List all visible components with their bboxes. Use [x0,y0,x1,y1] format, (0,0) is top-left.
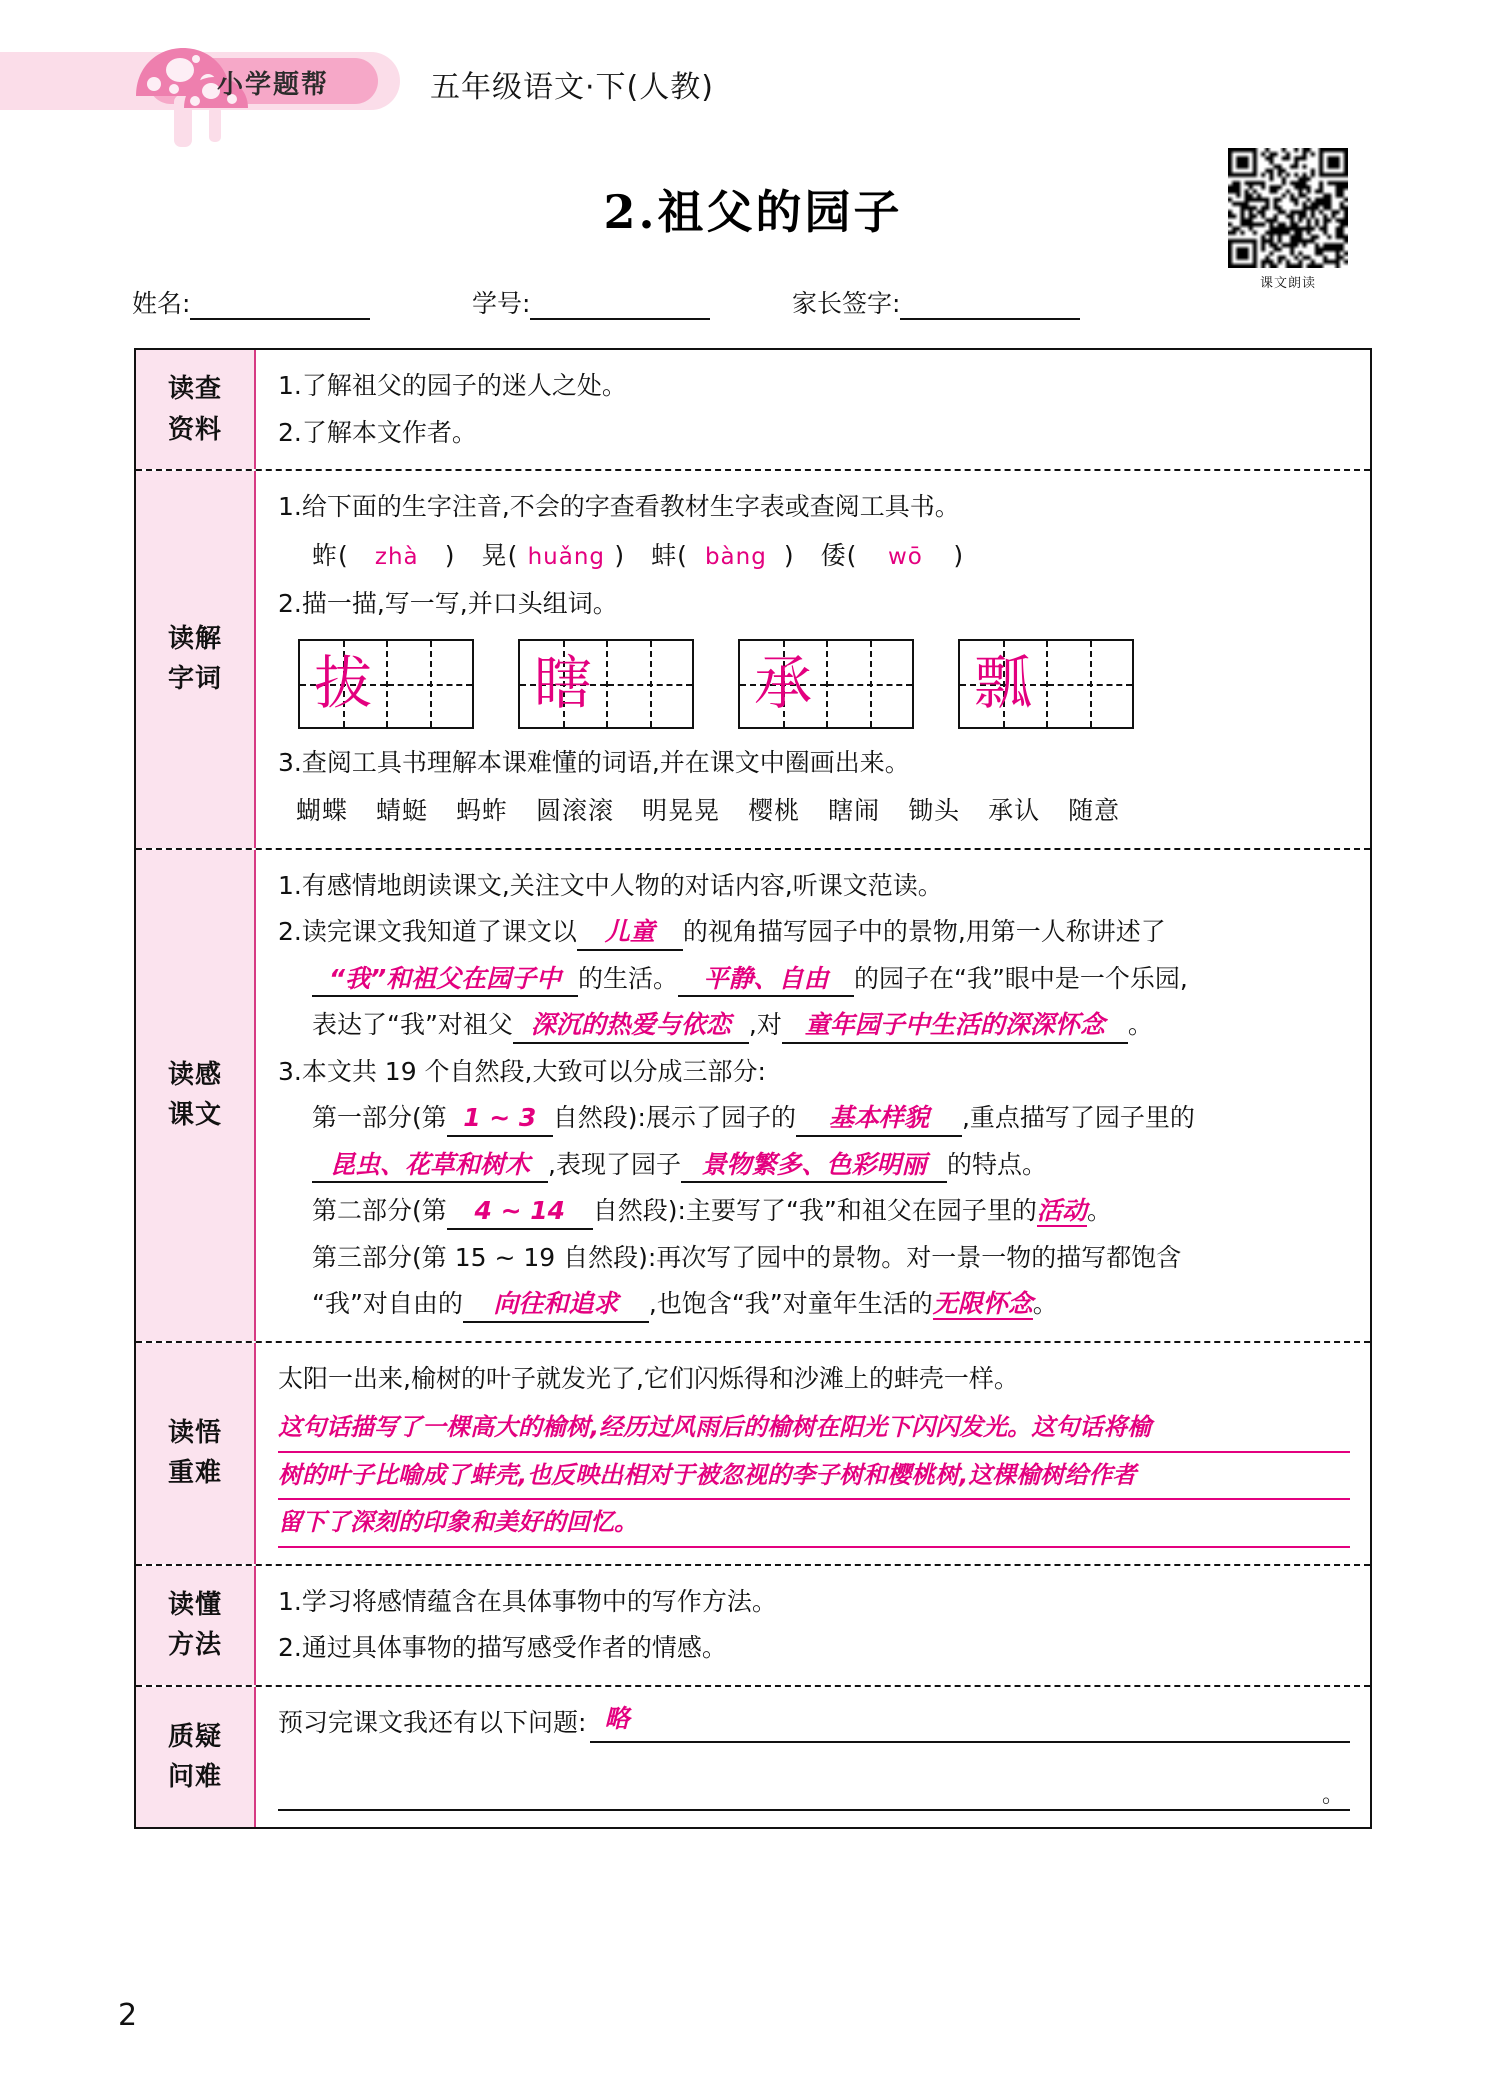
question-prompt-line [278,1703,1350,1744]
tag-line-1: 读感 [167,1059,222,1090]
char-cell-filled [300,641,386,727]
q2-text-e: 表达了“我”对祖父 [312,1010,513,1039]
parent-signature-label: 家长签字: [792,289,901,318]
part1-text-e: 的特点。 [946,1149,1047,1179]
task-item: 2.了解本文作者。 [278,417,477,447]
section-row-questions [136,1687,1370,1828]
question-answer-blank[interactable] [590,1703,1350,1743]
part3-line1 [278,1238,1350,1279]
feel-question-2 [278,912,1350,953]
part3-text-a: 第三部分(第 15 ~ 19 自然段):再次写了园中的景物。对一景一物的描写都饱含 [312,1242,1182,1272]
character-practice-box[interactable] [958,639,1134,729]
part1-text-a: 第一部分(第 [312,1103,447,1132]
vocab-word: 承认 [988,796,1041,825]
section-content-read-vocab [256,471,1370,848]
q2-text-d: 的园子在“我”眼中是一个乐园, [854,963,1188,993]
q2-text-b: 的视角描写园子中的景物,用第一人称讲述了 [682,917,1166,946]
answer-blank-part1-look[interactable]: 基本样貌 [796,1101,962,1137]
tag-line-2: 资料 [167,414,222,445]
vocab-word: 蜻蜓 [376,796,429,825]
page-number: 2 [118,1998,138,2033]
feel-question-2-line3 [278,1005,1350,1046]
answer-blank-part1-range[interactable]: 1 ~ 3 [447,1101,553,1137]
quoted-sentence: 太阳一出来,榆树的叶子就发光了,它们闪烁得和沙滩上的蚌壳一样。 [278,1363,1019,1393]
section-content-read-insight [256,1343,1370,1564]
part1-text-d: ,表现了园子 [548,1149,681,1179]
part3-text-b: “我”对自由的 [312,1289,463,1318]
character-practice-row [298,639,1350,729]
trace-character: 瓢 [973,648,1032,717]
method-item: 1.学习将感情蕴含在具体事物中的写作方法。 [278,1586,777,1616]
tag-line-2: 字词 [167,664,222,695]
q2-text-a: 2.读完课文我知道了课文以 [278,917,577,946]
answer-blank-part1-things[interactable]: 昆虫、花草和树木 [312,1148,548,1184]
feel-question-3: 3.本文共 19 个自然段,大致可以分成三部分: [278,1056,766,1086]
vocab-word: 瞎闹 [828,796,881,825]
vocab-question-3: 3.查阅工具书理解本课难懂的词语,并在课文中圈画出来。 [278,747,910,777]
vocab-word: 随意 [1068,796,1121,825]
answer-blank-part3-pursuit[interactable]: 向往和追求 [463,1287,649,1323]
part2-text-a: 第二部分(第 [312,1196,447,1225]
section-row-read-insight [136,1343,1370,1566]
trace-character: 承 [753,648,812,717]
student-number-field[interactable] [472,284,710,320]
insight-answer-line: 这句话描写了一棵高大的榆树,经历过风雨后的榆树在阳光下闪闪发光。这句话将榆 [278,1405,1350,1453]
insight-answer-line: 留下了深刻的印象和美好的回忆。 [278,1500,1350,1548]
trace-character: 拔 [313,648,372,717]
answer-blank-perspective[interactable]: 儿童 [577,915,683,951]
char-cell-empty[interactable] [386,641,472,727]
pinyin-answer[interactable]: huǎng [527,543,606,570]
part1-line1 [278,1098,1350,1139]
name-label: 姓名: [132,289,191,318]
char-cell-filled [960,641,1046,727]
student-number-input-blank[interactable] [530,318,710,320]
tag-line-2: 方法 [167,1630,222,1661]
answer-blank-love[interactable]: 深沉的热爱与依恋 [513,1008,749,1044]
q2-text-g: 。 [1127,1010,1153,1039]
character-practice-box[interactable] [738,639,914,729]
tag-line-2: 问难 [167,1762,222,1793]
character-practice-box[interactable] [298,639,474,729]
method-item: 2.通过具体事物的描写感受作者的情感。 [278,1633,727,1663]
pinyin-group: 倭( wō ) [821,536,965,577]
ending-punctuation: 。 [1321,1782,1344,1808]
part3-text-c: ,也饱含“我”对童年生活的 [648,1289,933,1318]
answer-part3-nostalgia[interactable]: 无限怀念 [932,1289,1033,1318]
vocab-word: 锄头 [908,796,961,825]
vocab-word: 蚂蚱 [456,796,509,825]
feel-question-1: 1.有感情地朗读课文,关注文中人物的对话内容,听课文范读。 [278,870,943,900]
brand-label: 小学题帮 [216,70,329,100]
vocab-word: 蝴蝶 [296,796,349,825]
char-cell-empty[interactable] [1046,641,1132,727]
char-cell-empty[interactable] [826,641,912,727]
tag-line-1: 读查 [167,374,222,405]
part2-line [278,1191,1350,1232]
part2-text-b: 自然段):主要写了“我”和祖父在园子里的 [592,1196,1037,1225]
pinyin-answer-line [278,536,1350,577]
vocab-word: 明晃晃 [642,796,721,825]
insight-answer-block[interactable] [278,1405,1350,1548]
worksheet-table [134,348,1372,1829]
section-content-read-feel [256,850,1370,1341]
part3-text-d: 。 [1032,1289,1058,1318]
vocab-question-2: 2.描一描,写一写,并口头组词。 [278,589,618,618]
section-tag-read-vocab [136,471,256,848]
parent-signature-field[interactable] [792,284,1080,320]
feel-question-2-line2 [278,959,1350,1000]
char-cell-filled [740,641,826,727]
tag-line-1: 读懂 [167,1589,222,1620]
question-prompt-label: 预习完课文我还有以下问题: [278,1707,587,1737]
section-content-questions [256,1687,1370,1828]
identity-row [132,284,1232,322]
tag-line-1: 质疑 [167,1721,222,1752]
char-cell-empty[interactable] [606,641,692,727]
section-row-read-method [136,1566,1370,1687]
task-item: 1.了解祖父的园子的迷人之处。 [278,371,627,400]
name-input-blank[interactable] [190,318,370,320]
qr-code-label: 课文朗读 [1259,276,1316,291]
answer-part2-activity[interactable]: 活动 [1036,1196,1087,1225]
part1-text-b: 自然段):展示了园子的 [552,1103,796,1132]
section-row-read-vocab [136,471,1370,850]
section-content-read-method [256,1566,1370,1685]
name-field[interactable] [132,284,370,320]
pinyin-answer[interactable]: zhà [374,543,419,570]
pinyin-char: 蚌 [651,540,678,570]
q2-text-f: ,对 [748,1010,782,1039]
tag-line-2: 课文 [167,1100,222,1130]
answer-blank-nostalgia[interactable]: 童年园子中生活的深深怀念 [782,1008,1128,1044]
section-tag-read-insight [136,1343,256,1564]
question-answer-blank-second[interactable] [278,1779,1350,1811]
part2-text-c: 。 [1086,1196,1112,1225]
insight-answer-line: 树的叶子比喻成了蚌壳,也反映出相对于被忽视的李子树和樱桃树,这棵榆树给作者 [278,1453,1350,1501]
vocab-question-1: 1.给下面的生字注音,不会的字查看教材生字表或查阅工具书。 [278,492,960,521]
pinyin-group: 晃( huǎng ) [482,536,626,577]
section-row-read-research [136,350,1370,471]
part3-line2 [278,1284,1350,1325]
pinyin-group: 蚌( bàng ) [651,536,795,577]
section-tag-questions [136,1687,256,1828]
pinyin-char: 倭 [820,540,847,570]
vocabulary-word-list [278,791,1350,832]
answer-blank-part2-range[interactable]: 4 ~ 14 [447,1194,593,1230]
page-title: 2.祖父的园子 [603,185,903,239]
pinyin-group: 蚱( zhà ) [312,536,456,577]
character-practice-box[interactable] [518,639,694,729]
tag-line-1: 读解 [167,623,222,654]
question-answer-text: 略 [604,1703,630,1733]
page-header [0,0,1506,150]
section-tag-read-feel [136,850,256,1341]
tag-line-2: 重难 [167,1458,222,1489]
answer-blank-life[interactable]: “我”和祖父在园子中 [312,962,578,998]
tag-line-1: 读悟 [167,1417,222,1448]
trace-character: 瞎 [533,648,592,717]
char-cell-filled [520,641,606,727]
student-number-label: 学号: [472,289,531,318]
part1-line2 [278,1145,1350,1186]
pinyin-char: 晃 [481,540,508,570]
section-tag-read-method [136,1566,256,1685]
pinyin-answer[interactable]: wō [887,543,923,570]
qr-code-image[interactable] [1228,148,1348,268]
answer-blank-garden-trait[interactable]: 平静、自由 [678,962,854,998]
parent-signature-input-blank[interactable] [900,318,1080,320]
vocab-word: 樱桃 [748,796,801,825]
subject-title: 五年级语文·下(人教) [430,70,714,105]
q2-text-c: 的生活。 [578,963,679,993]
section-row-read-feel [136,850,1370,1343]
answer-blank-part1-feature[interactable]: 景物繁多、色彩明丽 [681,1148,947,1184]
section-tag-read-research [136,350,256,469]
qr-code-block[interactable] [1228,148,1348,291]
pinyin-answer[interactable]: bàng [704,543,767,570]
pinyin-char: 蚱 [312,540,339,570]
section-content-read-research [256,350,1370,469]
vocab-word: 圆滚滚 [536,796,615,825]
part1-text-c: ,重点描写了园子里的 [961,1103,1195,1132]
